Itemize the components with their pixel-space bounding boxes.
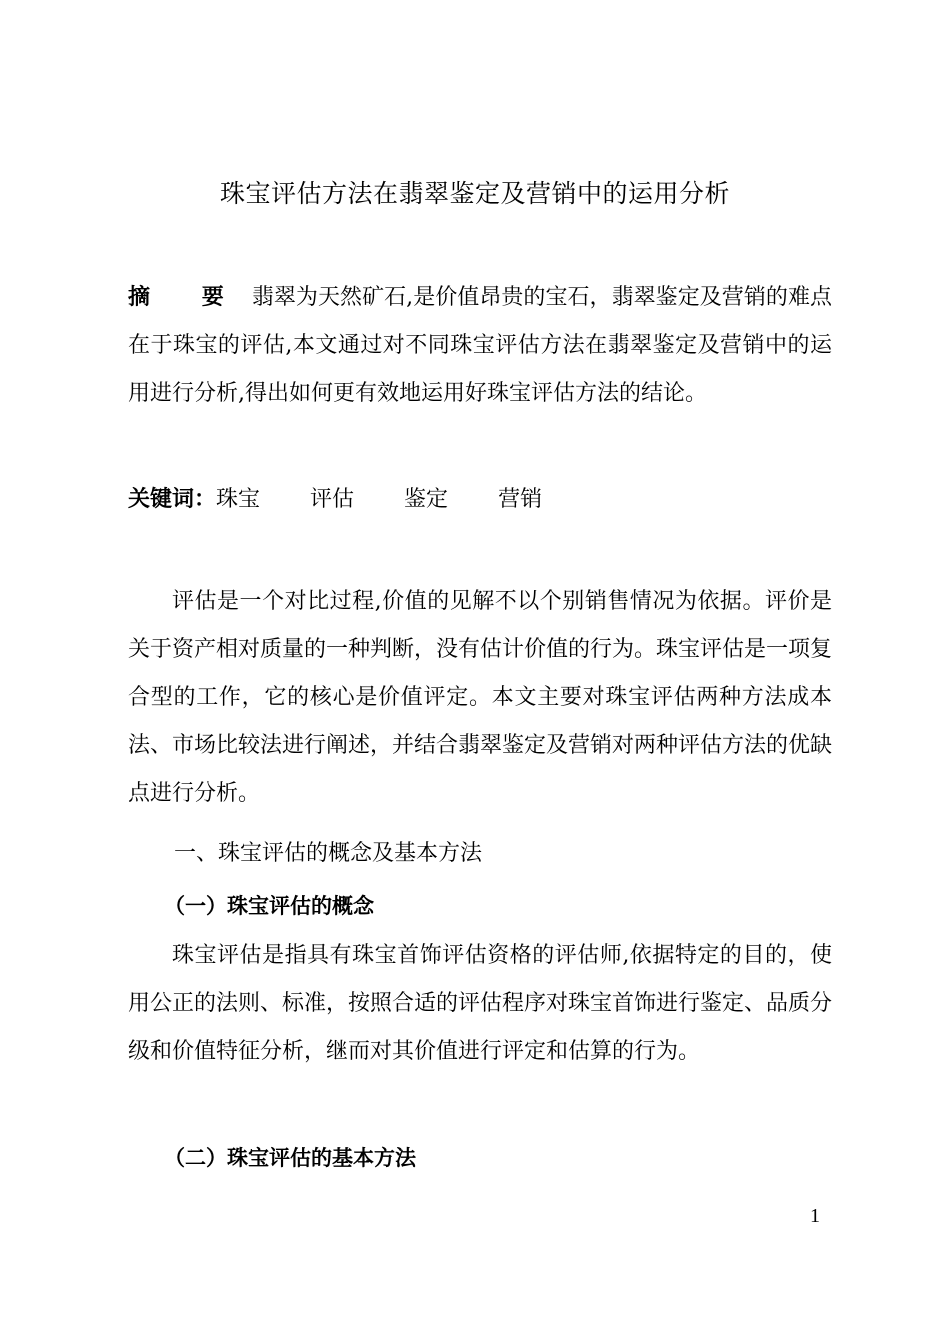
keywords-label: 关键词： <box>128 487 217 512</box>
keyword-item: 珠宝 <box>216 487 261 512</box>
paper-title: 珠宝评估方法在翡翠鉴定及营销中的运用分析 <box>219 179 730 208</box>
abstract-paragraph <box>128 274 832 418</box>
intro-paragraph: 评估是一个对比过程,价值的见解不以个别销售情况为依据。评价是关于资产相对质量的一种判断，没有估计价值的行为。珠宝评估是一项复合型的工作，它的核心是价值评定。本文主要对珠宝评估两种方法成本法、市场比较法进行阐述，并结合翡翠鉴定及营销对两种评估方法的优缺点进行分析。 <box>128 589 833 806</box>
keyword-item: 鉴定 <box>404 487 449 512</box>
keyword-item: 评估 <box>310 487 355 512</box>
keywords-line <box>128 476 592 524</box>
section-heading-1: 一、珠宝评估的概念及基本方法 <box>174 841 483 866</box>
subsection-heading-1: （一）珠宝评估的概念 <box>164 894 374 918</box>
abstract-text: 翡翠为天然矿石,是价值昂贵的宝石，翡翠鉴定及营销的难点在于珠宝的评估,本文通过对不同珠宝评估方法在翡翠鉴定及营销中的运用进行分析,得出如何更有效地运用好珠宝评估方法的结论。 <box>128 285 832 406</box>
abstract-label: 摘 要 <box>128 285 246 310</box>
subsection-heading-2: （二）珠宝评估的基本方法 <box>164 1146 416 1170</box>
page-number: 1 <box>810 1205 820 1227</box>
keyword-item: 营销 <box>498 487 543 512</box>
concept-paragraph: 珠宝评估是指具有珠宝首饰评估资格的评估师,依据特定的目的，使用公正的法则、标准，按照合适的评估程序对珠宝首饰进行鉴定、品质分级和价值特征分析，继而对其价值进行评定和估算的行为。 <box>128 943 833 1064</box>
